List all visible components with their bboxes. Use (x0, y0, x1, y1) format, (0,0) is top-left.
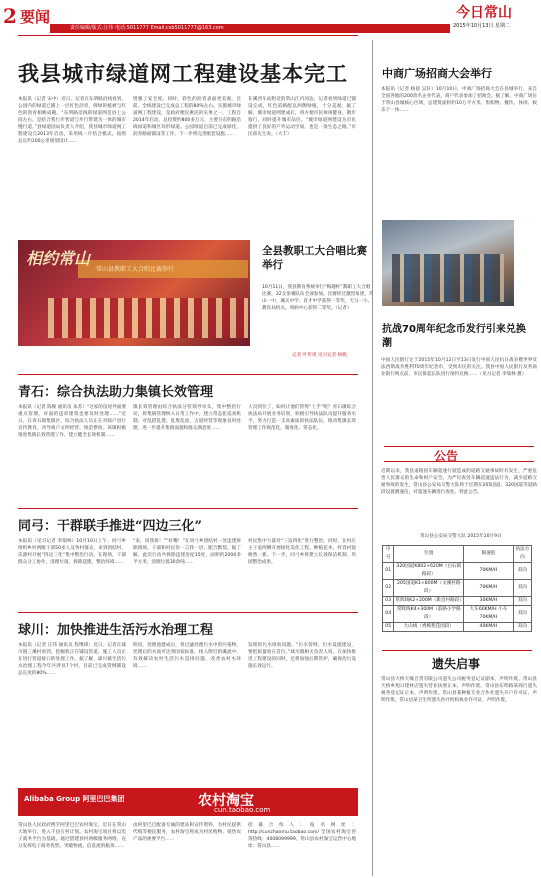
editor-bar: 责任编辑/版式:汪伟 电话:5011777 Email:csb5011777@163.com (50, 24, 450, 33)
table-cell: 双向 (513, 623, 531, 632)
divider (18, 508, 358, 509)
qiuchuan-col1: 本报讯（记者 汪伟 通讯员 程继锋）近日，记者在球川镇三溪村看到，挖掘机正在铺设管道，施工人员正在进行管道接口的处理工作。据了解，球川镇生活污水治理工程今年共涉及7个村，目前已完成管网铺设总长度的80%…… (18, 643, 126, 676)
table-cell: 双向 (513, 597, 531, 606)
choir-headline: 全县教职工大合唱比赛举行 (262, 245, 367, 271)
photo-credit: 记者 叶传勇 见习记者 杨帆 (292, 353, 347, 358)
table-cell: 大山线（香樟苑花园段） (394, 623, 464, 632)
table-cell: 70KM/H (464, 563, 514, 580)
main-article-col1: 本报讯（记者 宋中）近日，记者在东明路沿线看到，公园内的绿道已铺上一层红色沥青，鲜绿的植被与红色的沥青相映成趣。“东明路沿线的绿道网是县上公园左右，是结合我行步智道与步行带建为一体的城市慢行道。”县绿道园局负责人介绍，我县城市绿道网工程建设自2013年启动，采用线一片结合模式，按照总长约100公里规划设计…… (18, 97, 126, 144)
tonggong-col3: 村民集中力量对“三边四化”进行整治，同时，在村庄主干道两侧开展绿化美化工程，种植花木，村容村貌焕然一新。下一步，同弓乡将建立长效保洁机制，巩固整治成果。 (248, 539, 356, 565)
table-cell: 双向 (513, 563, 531, 580)
notice-text: 近期以来，我县道路因车辆超速行驶造成的道路交通事故时有发生，严重危害人民群众的生命和财产安全。为严厉查处车辆超速违法行为，减少道路交通事故的发生，常山县公安局交警大队将于近期在205国道、320国道等道路段设置测速仪，对超速车辆进行查处。特此公告。 (381, 469, 537, 495)
performers (48, 298, 248, 338)
table-cell: 04 (383, 606, 394, 623)
table-cell: 双向 (513, 580, 531, 597)
choir-photo (18, 240, 250, 346)
lost-notice-text: 常山县大桥天缘百货有限公司遗失公司税务登记证副本，声明作废。常山县天桥乡旭日建材店遗失营业执照正本，声明作废。常山县东明路某商行遗失税务登记证正本，声明作废。常山县某种植专业合作社遗失开户许可证，声明作废。常山县某卫生所遗失医疗机构执业许可证，声明作废。 (381, 677, 537, 703)
table-header-row (383, 546, 532, 563)
divider (18, 35, 358, 36)
table-cell: 40KM/H (464, 623, 514, 632)
tonggong-headline: 同弓：干群联手推进“四边三化” (18, 519, 202, 534)
table-row (383, 597, 532, 606)
main-article-col2: 增强了安全度。同时，彩色的沥青表面更美观。目前，全线建设已完成总工程的80%左右。实施城市绿道网工程建设，是政府便民惠民的实事之一。工程自2014年启动，总投资约800多万元，主要分东明路沿线绿道和城区环形绿道。公园绿道目前已完成绿化、沥青路面铺设等工作，下一步将完善配套设施…… (133, 97, 241, 137)
table-cell: 01 (383, 563, 394, 580)
table-cell: 70KM/H (464, 580, 514, 597)
taobao-ad-banner[interactable] (18, 788, 358, 816)
table-cell: 205国道K1+800M（文溪村路段） (394, 580, 464, 597)
qingshi-col2: 镇长效管理由综合执法分管领导牵头，集中整治行动，将集镇管理纳入日常工作中，建立常态化巡查机制，对乱搭乱建、乱堆乱放、占道经营等现象及时处理，进一步提升集镇面貌和群众满意度…… (133, 405, 241, 431)
table-header: 限速值 (464, 546, 514, 563)
qiuchuan-headline: 球川：加快推进生活污水治理工程 (18, 623, 214, 638)
taobao-col3: 招募合伙人：报名网址：http://cunzhaomu.taobao.com/ 全国农村淘宝咨询热线：4008099999。常山县农村淘宝运营中心地址：常山县…… (248, 823, 356, 849)
table-header: 执法方向 (513, 546, 531, 563)
notice-title: 公告 (434, 449, 459, 463)
qiuchuan-col2: 明说，处理池建成后，将过滤处理污水中的污染物，处理后的水质可达到国家标准，排入附近的溪流中，有效解决农村生活污水直排问题，改善农村水环境…… (133, 643, 241, 669)
speed-camera-table (382, 545, 532, 632)
table-header: 序号 (383, 546, 394, 563)
zhongshang-text: 本报讯（记者 杨晨 吴轩）10月10日，中商广场招商大会在县城举行。来自全国各地的200余名企业代表、商户代表参加了招商会。据了解，中商广场位于常山县城核心区域，总建筑面积约10万平方米，集购物、餐饮、休闲、娱乐于一体…… (381, 87, 537, 113)
lost-notice-header (382, 655, 532, 671)
queue-of-people (392, 254, 504, 302)
qiuchuan-col3: 发现的污水排放问题，“污水管网、污水设施建设，要把质量放在首位。”球川镇相关负责人说，在加快推进工程建设的同时，还将加强后期管护，确保治污设施长效运行。 (248, 643, 356, 669)
taobao-col1: 常山县人民政府携手阿里巴巴农村淘宝，近日在常山大地举行，进入千县万村计划。农村淘宝项目将以电子商务平台为基础，通过搭建县村两级服务网络，充分发挥电子商务优势，突破物流、信息流的瓶颈…… (18, 823, 126, 849)
divider (382, 650, 532, 651)
section-title: 要闻 (20, 8, 51, 26)
table-cell: 320国道K802+620M（白石镇路段） (394, 563, 464, 580)
coin-exchange-photo (382, 220, 514, 306)
table-row (383, 580, 532, 597)
table-cell: 常辉线K2+200M（新昌村路段） (394, 597, 464, 606)
table-cell: 大车60KM/H 小车70KM/H (464, 606, 514, 623)
tonggong-col1: 本报讯（见习记者 李瑞林）10月10日上午，同弓乡组织乡村两级干部50多人及各村群众，来到团结村、乐源村开展“四边三化”集中整治行动。在现场，干部群众分工协作，清理垃圾、拆除违建、整治环境…… (18, 539, 126, 565)
table-cell: 03 (383, 597, 394, 606)
notice-header (384, 446, 534, 462)
photo-banner: 相约常山 (26, 249, 91, 268)
divider (18, 374, 358, 375)
table-cell: 双向 (513, 606, 531, 623)
table-cell: 30KM/H (464, 597, 514, 606)
choir-caption: 10月11日，我县教育系统举行“梅趣杯”教职工大合唱比赛，32支参赛队伍全部参加。比赛经过激烈角逐，常山一中、城关中学、育才中学获得一等奖，天马一小、教育局机关、周病中心获得二等奖。（记者） (262, 285, 374, 311)
page-number: 2 (3, 4, 17, 28)
coin-headline: 抗战70周年纪念币发行引来兑换潮 (382, 324, 526, 349)
qingshi-col1: 本报讯（记者 陈俊 通讯员 朱苏）“这家的房屋外面要重点管理，对面的违章建筑也要及时处理……”近日，在青石镇集镇区，综合执法人员正在对商户进行宣传教育，劝导商户文明经营、规范摆放。该镇积极推进集镇长效管理工作，建立健全长效机制…… (18, 405, 126, 438)
ad-title: 农村淘宝 (198, 793, 254, 809)
main-article-col3: 在溪西车站附近的常山江内河边，记者看到绿道已铺设完成，红色道路配以两侧绿植，十分美观。据了解，城市绿道网建成后，将方便市民休闲健身、散步骑行，同时提升城市品位。“城市绿道网建设为市民提供了良好的户外运动空间，也是一条生态之路。”市民郑先生说。（大丰） (248, 97, 356, 137)
table-header: 位置 (394, 546, 464, 563)
column-divider (372, 40, 373, 876)
qingshi-col3: 人员到位了，如何让他们管得“上手”呢？青石镇综合执法局开展业务培训，积极引导执法队员提升服务水平，努力打造一支高素质的执法队伍，推动集镇长效管理工作规范化、制度化、常态化。 (248, 405, 356, 431)
alibaba-logo: Alibaba Group 阿里巴巴集团 (24, 795, 125, 803)
taobao-col2: 由阿里巴巴配备专属的建站和宣传资料，为村民提供代购等便民服务，农村淘宝将成为村民购物、销售农产品的重要平台…… (133, 823, 241, 842)
table-row (383, 623, 532, 632)
table-cell: 05 (383, 623, 394, 632)
ad-url[interactable]: cun.taobao.com (214, 806, 271, 814)
tonggong-col2: “来，同我拆！”“好嘞！”在同弓乡团结村一处违建拆除现场，干部和村民你一言我一语，配合默契。据了解，此次行动共拆除违建房屋15处，面积约2000多平方米，清理垃圾30余吨…… (133, 539, 241, 565)
lost-notice-title: 遗失启事 (432, 657, 481, 671)
masthead (0, 0, 541, 34)
table-row (383, 606, 532, 623)
notice-signature: 常山县公安局交警大队 2015年10月9日 (420, 534, 502, 539)
table-cell: 02 (383, 580, 394, 597)
newspaper-logo: 今日常山 (456, 5, 512, 21)
publication-date: 2015年10月13日 星期二 (453, 23, 511, 29)
zhongshang-headline: 中商广场招商大会举行 (382, 67, 492, 80)
qingshi-headline: 青石：综合执法助力集镇长效管理 (18, 385, 214, 400)
main-headline: 我县城市绿道网工程建设基本完工 (18, 61, 348, 86)
photo-subtitle: 常山县教职工大合唱比赛举行 (96, 266, 175, 273)
coin-text: 中国人民银行定于2015年10月12日至13日发行中国人民抗日战争暨世界反法西斯战争胜利70周年纪念币，受到市民的关注。我县中国人民银行及各商业银行网点前，市民排起长队进行预约兑换……（见习记者 李瑞林 摄） (381, 358, 537, 377)
divider (18, 612, 358, 613)
table-row (383, 563, 532, 580)
table-cell: 常辉线K4+300M（前路小学路段） (394, 606, 464, 623)
